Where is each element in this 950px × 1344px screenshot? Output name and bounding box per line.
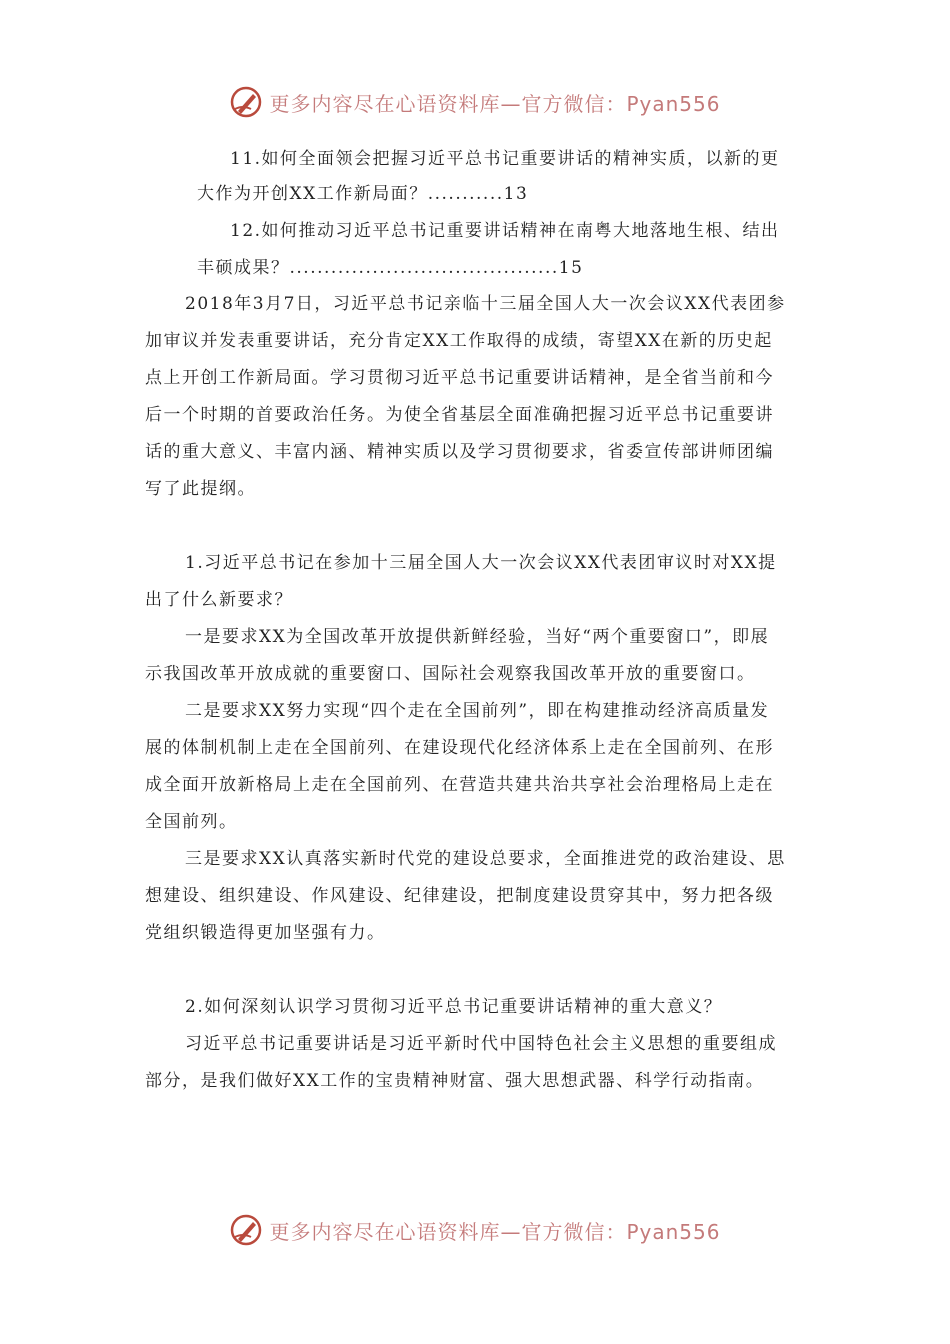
- intro-line-2: 加审议并发表重要讲话，充分肯定XX工作取得的成绩，寄望XX在新的历史起: [145, 331, 773, 351]
- q1-p2-line-1: 二是要求XX努力实现“四个走在全国前列”，即在构建推动经济高质量发: [185, 701, 770, 721]
- intro-line-5: 话的重大意义、丰富内涵、精神实质以及学习贯彻要求，省委宣传部讲师团编: [145, 442, 774, 462]
- q2-title: 2.如何深刻认识学习贯彻习近平总书记重要讲话精神的重大意义？: [185, 997, 723, 1017]
- toc-item-12-line1: 12.如何推动习近平总书记重要讲话精神在南粤大地落地生根、结出: [230, 221, 780, 241]
- q1-p3-line-2: 想建设、组织建设、作风建设、纪律建设，把制度建设贯穿其中，努力把各级: [145, 886, 774, 906]
- intro-line-1: 2018年3月7日，习近平总书记亲临十三届全国人大一次会议XX代表团参: [185, 294, 786, 314]
- q1-p1-line-2: 示我国改革开放成就的重要窗口、国际社会观察我国改革开放的重要窗口。: [145, 664, 756, 684]
- q1-title-line-2: 出了什么新要求？: [145, 590, 293, 610]
- q1-p3-line-3: 党组织锻造得更加坚强有力。: [145, 923, 386, 943]
- intro-line-3: 点上开创工作新局面。学习贯彻习近平总书记重要讲话精神，是全省当前和今: [145, 368, 774, 388]
- q2-p1-line-1: 习近平总书记重要讲话是习近平新时代中国特色社会主义思想的重要组成: [185, 1034, 777, 1054]
- q1-p2-line-3: 成全面开放新格局上走在全国前列、在营造共建共治共享社会治理格局上走在: [145, 775, 774, 795]
- q1-p2-line-2: 展的体制机制上走在全国前列、在建设现代化经济体系上走在全国前列、在形: [145, 738, 774, 758]
- q2-p1-line-2: 部分，是我们做好XX工作的宝贵精神财富、强大思想武器、科学行动指南。: [145, 1071, 765, 1091]
- toc-item-11-line2: 大作为开创XX工作新局面？...........13: [197, 184, 529, 204]
- footer-banner: [0, 1210, 950, 1250]
- q1-p1-line-1: 一是要求XX为全国改革开放提供新鲜经验，当好“两个重要窗口”，即展: [185, 627, 770, 647]
- intro-line-4: 后一个时期的首要政治任务。为使全省基层全面准确把握习近平总书记重要讲: [145, 405, 774, 425]
- q1-title-line-1: 1.习近平总书记在参加十三届全国人大一次会议XX代表团审议时对XX提: [185, 553, 777, 573]
- toc-item-12-line2: 丰硕成果？.......................................15: [197, 258, 584, 278]
- intro-line-6: 写了此提纲。: [145, 479, 256, 499]
- footer-banner-text: 更多内容尽在心语资料库—官方微信：Pyan556: [269, 1219, 721, 1244]
- pen-logo-icon: [229, 1213, 263, 1247]
- q1-p3-line-1: 三是要求XX认真落实新时代党的建设总要求，全面推进党的政治建设、思: [185, 849, 786, 869]
- toc-item-11-line1: 11.如何全面领会把握习近平总书记重要讲话的精神实质，以新的更: [230, 149, 780, 169]
- q1-p2-line-4: 全国前列。: [145, 812, 238, 832]
- header-banner-text: 更多内容尽在心语资料库—官方微信：Pyan556: [269, 91, 721, 116]
